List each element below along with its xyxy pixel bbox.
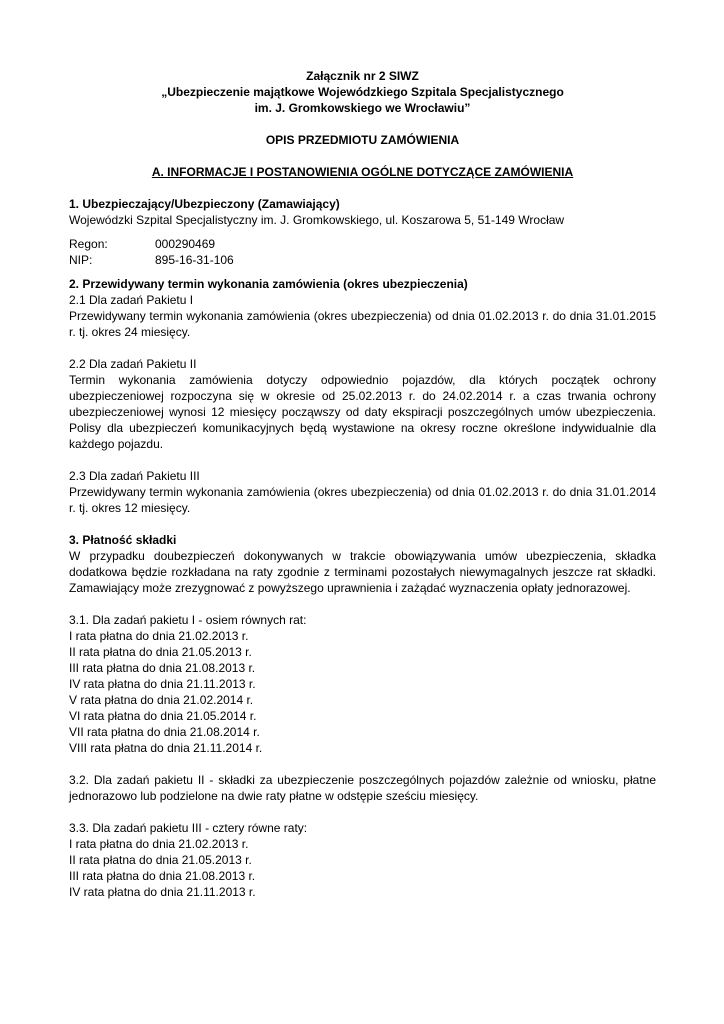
contract-title-line1: „Ubezpieczenie majątkowe Wojewódzkiego Szpitala Specjalistycznego bbox=[161, 85, 564, 99]
rate-item: VII rata płatna do dnia 21.08.2014 r. bbox=[69, 725, 260, 739]
section-2-title: 2. Przewidywany termin wykonania zamówienia (okres ubezpieczenia) bbox=[69, 277, 468, 291]
section-3-3-title: 3.3. Dla zadań pakietu III - cztery równe raty: bbox=[69, 821, 308, 835]
rate-item: V rata płatna do dnia 21.02.2014 r. bbox=[69, 693, 254, 707]
rate-item: I rata płatna do dnia 21.02.2013 r. bbox=[69, 837, 249, 851]
section-2-2-text: Termin wykonania zamówienia dotyczy odpowiednio pojazdów, dla których początek ochrony ubezpieczeniowej rozpoczyna się w okresie od 25.02.2013 r. do 24.02.2014 r. a czas trwania ochrony ubezpieczeniowej wynosi 12 miesięcy począwszy od daty ekspiracji poszczególnych umów ubezpieczenia. Polisy dla ubezpieczeń komunikacyjnych będą wystawione na okresy roczne określone indywidualnie dla każdego pojazdu. bbox=[69, 373, 656, 451]
section-2-1-title: 2.1 Dla zadań Pakietu I bbox=[69, 293, 194, 307]
section-2-1-text: Przewidywany termin wykonania zamówienia (okres ubezpieczenia) od dnia 01.02.2013 r. do dnia 31.01.2015 r. tj. okres 24 miesięcy. bbox=[69, 309, 656, 339]
attachment-title: Załącznik nr 2 SIWZ bbox=[306, 69, 419, 83]
rate-item: I rata płatna do dnia 21.02.2013 r. bbox=[69, 629, 249, 643]
rate-item: IV rata płatna do dnia 21.11.2013 r. bbox=[69, 677, 256, 691]
rate-item: III rata płatna do dnia 21.08.2013 r. bbox=[69, 661, 256, 675]
regon-label: Regon: bbox=[69, 237, 108, 251]
nip-label: NIP: bbox=[69, 253, 93, 267]
regon-value: 000290469 bbox=[155, 237, 216, 251]
section-2-3-text: Przewidywany termin wykonania zamówienia (okres ubezpieczenia) od dnia 01.02.2013 r. do dnia 31.01.2014 r. tj. okres 12 miesięcy. bbox=[69, 485, 656, 515]
rate-item: VI rata płatna do dnia 21.05.2014 r. bbox=[69, 709, 257, 723]
section-3-title: 3. Płatność składki bbox=[69, 533, 177, 547]
section-3-1-title: 3.1. Dla zadań pakietu I - osiem równych rat: bbox=[69, 613, 307, 627]
opis-heading: OPIS PRZEDMIOTU ZAMÓWIENIA bbox=[265, 133, 460, 147]
orderer-name: Wojewódzki Szpital Specjalistyczny im. J. Gromkowskiego, ul. Koszarowa 5, 51-149 Wrocław bbox=[69, 213, 565, 227]
section-3-2-text: 3.2. Dla zadań pakietu II - składki za ubezpieczenie poszczególnych pojazdów zależnie od wniosku, płatne jednorazowo lub podzielone na dwie raty płatne w odstępie sześciu miesięcy. bbox=[69, 773, 656, 803]
rate-item: II rata płatna do dnia 21.05.2013 r. bbox=[69, 853, 252, 867]
nip-value: 895-16-31-106 bbox=[155, 253, 234, 267]
rate-item: VIII rata płatna do dnia 21.11.2014 r. bbox=[69, 741, 263, 755]
document-content bbox=[69, 68, 656, 900]
rate-item: III rata płatna do dnia 21.08.2013 r. bbox=[69, 869, 256, 883]
section-a-heading: A. INFORMACJE I POSTANOWIENIA OGÓLNE DOTYCZĄCE ZAMÓWIENIA bbox=[151, 165, 574, 179]
section-2-2-title: 2.2 Dla zadań Pakietu II bbox=[69, 357, 197, 371]
section-1-title: 1. Ubezpieczający/Ubezpieczony (Zamawiający) bbox=[69, 197, 340, 211]
regon-row bbox=[69, 236, 656, 252]
section-3-intro: W przypadku doubezpieczeń dokonywanych w trakcie obowiązywania umów ubezpieczenia, składka dodatkowa będzie rozkładana na raty zgodnie z terminami pozostałych niewymagalnych jeszcze rat składki. Zamawiający może zrezygnować z powyższego uprawnienia i zażądać wyznaczenia opłaty jednorazowej. bbox=[69, 549, 656, 595]
rate-item: II rata płatna do dnia 21.05.2013 r. bbox=[69, 645, 252, 659]
contract-title-line2: im. J. Gromkowskiego we Wrocławiu” bbox=[254, 101, 471, 115]
nip-row bbox=[69, 252, 656, 268]
rate-item: IV rata płatna do dnia 21.11.2013 r. bbox=[69, 885, 256, 899]
section-2-3-title: 2.3 Dla zadań Pakietu III bbox=[69, 469, 200, 483]
